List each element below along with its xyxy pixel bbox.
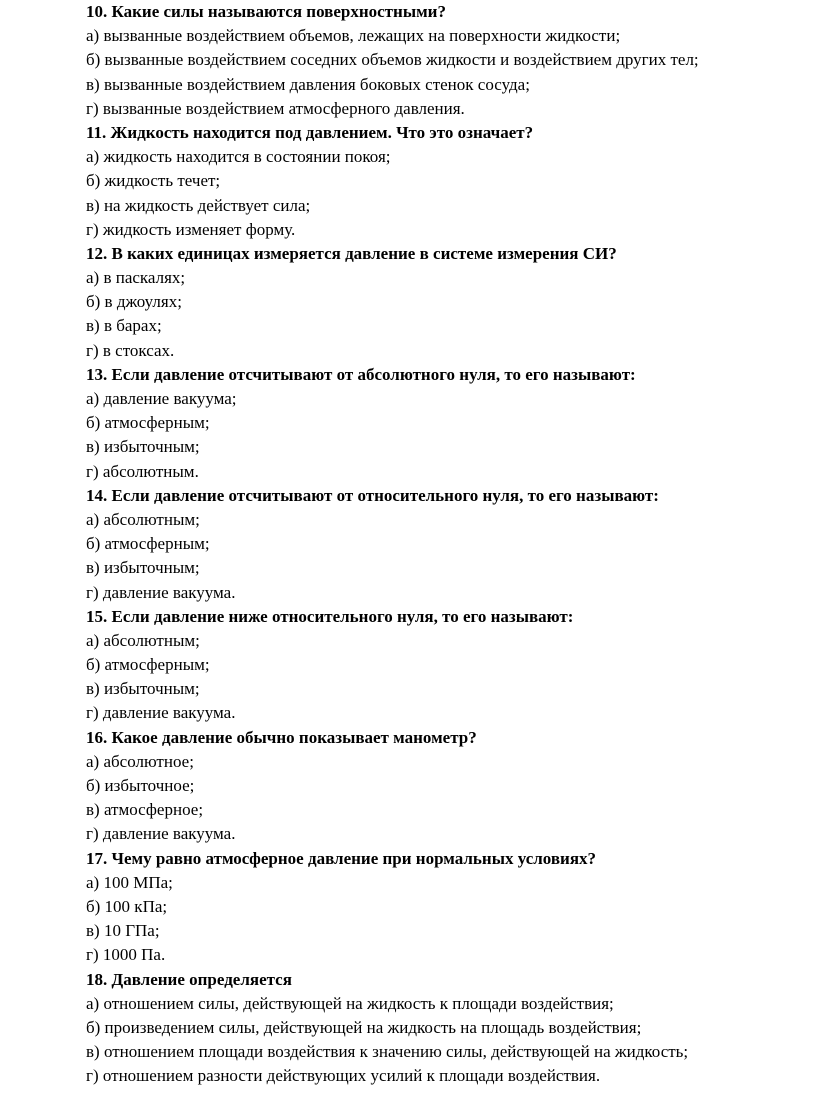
question-11	[86, 121, 806, 242]
question-15	[86, 605, 806, 726]
answer-option: б) жидкость течет;	[86, 171, 221, 191]
answer-option: в) отношением площади воздействия к значению силы, действующей на жидкость;	[86, 1042, 689, 1062]
answer-option: б) 100 кПа;	[86, 896, 168, 916]
question-18	[86, 968, 806, 1089]
question-14	[86, 484, 806, 605]
answer-option: а) абсолютным;	[86, 630, 200, 650]
answer-option: б) вызванные воздействием соседних объемов жидкости и воздействием других тел;	[86, 50, 699, 70]
answer-option: г) отношением разности действующих усилий к площади воздействия.	[86, 1066, 601, 1086]
answer-option: г) в стоксах.	[86, 340, 175, 360]
question-title: 16. Какое давление обычно показывает манометр?	[86, 727, 477, 747]
question-16	[86, 726, 806, 847]
answer-option: а) 100 МПа;	[86, 872, 173, 892]
answer-option: в) избыточным;	[86, 437, 200, 457]
question-title: 12. В каких единицах измеряется давление в системе измерения СИ?	[86, 243, 617, 263]
answer-option: в) 10 ГПа;	[86, 921, 160, 941]
question-title: 13. Если давление отсчитывают от абсолютного нуля, то его называют:	[86, 364, 636, 384]
answer-option: г) давление вакуума.	[86, 703, 236, 723]
answer-option: а) в паскалях;	[86, 268, 186, 288]
answer-option: б) избыточное;	[86, 776, 195, 795]
answer-option: г) вызванные воздействием атмосферного давления.	[86, 98, 465, 118]
question-17	[86, 847, 806, 968]
answer-option: г) давление вакуума.	[86, 582, 236, 602]
answer-option: а) вызванные воздействием объемов, лежащих на поверхности жидкости;	[86, 26, 621, 46]
answer-option: г) абсолютным.	[86, 461, 199, 481]
answer-option: а) жидкость находится в состоянии покоя;	[86, 147, 391, 167]
answer-option: в) на жидкость действует сила;	[86, 195, 311, 215]
answer-option: а) абсолютным;	[86, 509, 200, 529]
document-page	[86, 0, 806, 1088]
question-title: 10. Какие силы называются поверхностными?	[86, 2, 446, 21]
answer-option: б) атмосферным;	[86, 413, 210, 433]
question-title: 15. Если давление ниже относительного нуля, то его называют:	[86, 606, 574, 626]
answer-option: в) атмосферное;	[86, 800, 204, 820]
answer-option: в) избыточным;	[86, 558, 200, 578]
answer-option: а) отношением силы, действующей на жидкость к площади воздействия;	[86, 993, 614, 1013]
answer-option: б) в джоулях;	[86, 292, 182, 312]
answer-option: б) произведением силы, действующей на жидкость на площадь воздействия;	[86, 1017, 642, 1037]
answer-option: г) давление вакуума.	[86, 824, 236, 844]
question-title: 11. Жидкость находится под давлением. Что это означает?	[86, 122, 534, 142]
answer-option: в) в барах;	[86, 316, 162, 336]
question-title: 17. Чему равно атмосферное давление при нормальных условиях?	[86, 848, 597, 868]
question-title: 18. Давление определяется	[86, 969, 292, 989]
question-10	[86, 0, 806, 121]
answer-option: а) абсолютное;	[86, 751, 194, 771]
answer-option: б) атмосферным;	[86, 534, 210, 554]
answer-option: в) вызванные воздействием давления боковых стенок сосуда;	[86, 74, 530, 94]
answer-option: г) 1000 Па.	[86, 945, 166, 965]
answer-option: а) давление вакуума;	[86, 389, 237, 408]
answer-option: в) избыточным;	[86, 679, 200, 699]
answer-option: б) атмосферным;	[86, 655, 210, 675]
answer-option: г) жидкость изменяет форму.	[86, 219, 296, 239]
question-13	[86, 363, 806, 484]
question-title: 14. Если давление отсчитывают от относительного нуля, то его называют:	[86, 485, 659, 505]
question-12	[86, 242, 806, 363]
